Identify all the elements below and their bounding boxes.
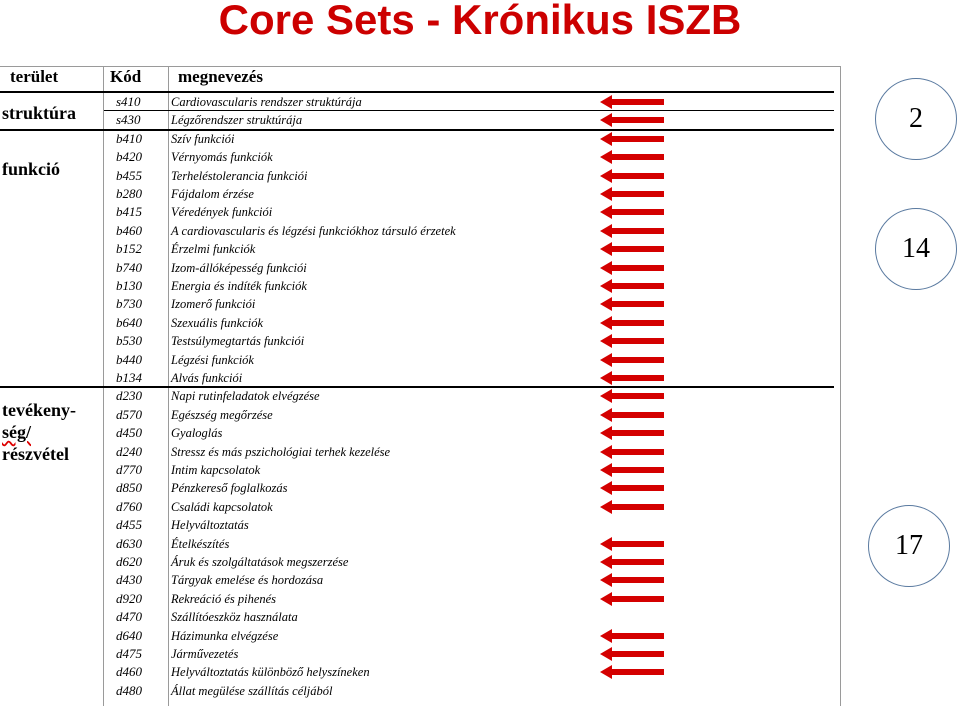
left-arrow-icon	[600, 242, 664, 256]
row-code: d430	[116, 572, 142, 588]
row-code: d455	[116, 517, 142, 533]
row-name: Izom-állóképesség funkciói	[171, 260, 307, 275]
left-arrow-icon	[600, 334, 664, 348]
icf-core-set-table	[0, 66, 841, 706]
left-arrow-icon	[600, 316, 664, 330]
row-name: Állat megülése szállítás céljából	[171, 683, 333, 698]
left-arrow-icon	[600, 261, 664, 275]
row-name: Helyváltoztatás	[171, 518, 249, 533]
row-name: Gyaloglás	[171, 426, 223, 441]
row-code: b530	[116, 333, 142, 349]
left-arrow-icon	[600, 353, 664, 367]
category-activity-line3: részvétel	[2, 444, 69, 464]
row-code: b730	[116, 296, 142, 312]
row-name: Légzőrendszer struktúrája	[171, 113, 303, 128]
left-arrow-icon	[600, 113, 664, 127]
row-name: Testsúlymegtartás funkciói	[171, 334, 305, 349]
row-code: b640	[116, 314, 142, 330]
row-name: Pénzkereső foglalkozás	[171, 481, 288, 496]
left-arrow-icon	[600, 537, 664, 551]
left-arrow-icon	[600, 95, 664, 109]
row-code: d570	[116, 406, 142, 422]
header-name: megnevezés	[178, 67, 263, 86]
row-name: Rekreáció és pihenés	[171, 591, 277, 606]
row-code: b410	[116, 130, 142, 146]
row-code: b130	[116, 278, 142, 293]
row-name: Cardiovascularis rendszer struktúrája	[171, 95, 362, 109]
row-code: b740	[116, 259, 142, 275]
left-arrow-icon	[600, 573, 664, 587]
header-area: terület	[10, 67, 59, 86]
row-code: b440	[116, 351, 142, 367]
row-code: d770	[116, 462, 142, 477]
row-code: d460	[116, 664, 142, 680]
row-name: Fájdalom érzése	[171, 187, 254, 201]
row-name: Helyváltoztatás különböző helyszíneken	[171, 665, 370, 680]
category-function: funkció	[2, 159, 61, 179]
row-name: Légzési funkciók	[171, 352, 254, 367]
row-code: d850	[116, 480, 142, 496]
row-code: d480	[116, 682, 142, 698]
row-code: d640	[116, 627, 142, 643]
structure-count-badge: 2	[875, 78, 957, 160]
row-name: A cardiovascularis és légzési funkciókhoz társuló érzetek	[171, 223, 456, 238]
row-code: b152	[116, 241, 142, 257]
left-arrow-icon	[600, 555, 664, 569]
row-name: Ételkészítés	[171, 536, 230, 551]
row-name: Családi kapcsolatok	[171, 499, 273, 514]
row-name: Egészség megőrzése	[171, 407, 273, 422]
left-arrow-icon	[600, 389, 664, 403]
row-name: Érzelmi funkciók	[171, 242, 256, 257]
left-arrow-icon	[600, 187, 664, 201]
row-name: Szexuális funkciók	[171, 315, 263, 330]
function-count-badge: 14	[875, 208, 957, 290]
row-code: d470	[116, 609, 142, 625]
left-arrow-icon	[600, 279, 664, 293]
left-arrow-icon	[600, 592, 664, 606]
row-code: b460	[116, 222, 142, 238]
row-name: Vérnyomás funkciók	[171, 150, 273, 165]
category-activity-line2: ség/	[2, 422, 31, 442]
header-code: Kód	[110, 67, 142, 86]
row-code: d475	[116, 646, 142, 661]
left-arrow-icon	[600, 500, 664, 514]
row-code: d630	[116, 535, 142, 551]
row-code: s410	[116, 94, 141, 109]
left-arrow-icon	[600, 463, 664, 477]
row-code: d240	[116, 443, 142, 459]
row-code: d230	[116, 388, 142, 404]
row-code: b455	[116, 167, 142, 183]
row-code: s430	[116, 112, 141, 128]
left-arrow-icon	[600, 169, 664, 183]
row-name: Terheléstolerancia funkciói	[171, 168, 308, 183]
page-title: Core Sets - Krónikus ISZB	[218, 0, 742, 43]
left-arrow-icon	[600, 629, 664, 643]
row-name: Véredények funkciói	[171, 205, 273, 220]
row-name: Alvás funkciói	[171, 371, 243, 385]
row-name: Szállítóeszköz használata	[171, 610, 298, 625]
left-arrow-icon	[600, 297, 664, 311]
row-name: Stressz és más pszichológiai terhek kezelése	[171, 444, 391, 459]
left-arrow-icon	[600, 426, 664, 440]
row-name: Energia és indíték funkciók	[171, 279, 307, 293]
left-arrow-icon	[600, 371, 664, 385]
row-name: Szív funkciói	[171, 131, 235, 146]
row-name: Izomerő funkciói	[171, 297, 256, 312]
row-code: d620	[116, 554, 142, 569]
row-name: Tárgyak emelése és hordozása	[171, 573, 324, 588]
left-arrow-icon	[600, 647, 664, 661]
row-name: Intim kapcsolatok	[171, 463, 261, 477]
row-code: b420	[116, 149, 142, 165]
row-code: d450	[116, 425, 142, 441]
category-structure: struktúra	[2, 103, 77, 123]
left-arrow-icon	[600, 205, 664, 219]
left-arrow-icon	[600, 481, 664, 495]
row-name: Járművezetés	[171, 647, 239, 661]
row-code: b134	[116, 370, 142, 385]
category-activity-line1: tevékeny-	[2, 400, 76, 420]
row-name: Napi rutinfeladatok elvégzése	[171, 389, 320, 404]
row-code: d760	[116, 498, 142, 514]
activity-count-badge: 17	[868, 505, 950, 587]
left-arrow-icon	[600, 408, 664, 422]
row-code: b415	[116, 204, 142, 220]
left-arrow-icon	[600, 665, 664, 679]
row-code: d920	[116, 590, 142, 606]
left-arrow-icon	[600, 150, 664, 164]
row-name: Áruk és szolgáltatások megszerzése	[171, 555, 349, 569]
row-name: Házimunka elvégzése	[171, 628, 279, 643]
row-code: b280	[116, 186, 142, 201]
left-arrow-icon	[600, 224, 664, 238]
left-arrow-icon	[600, 132, 664, 146]
left-arrow-icon	[600, 445, 664, 459]
